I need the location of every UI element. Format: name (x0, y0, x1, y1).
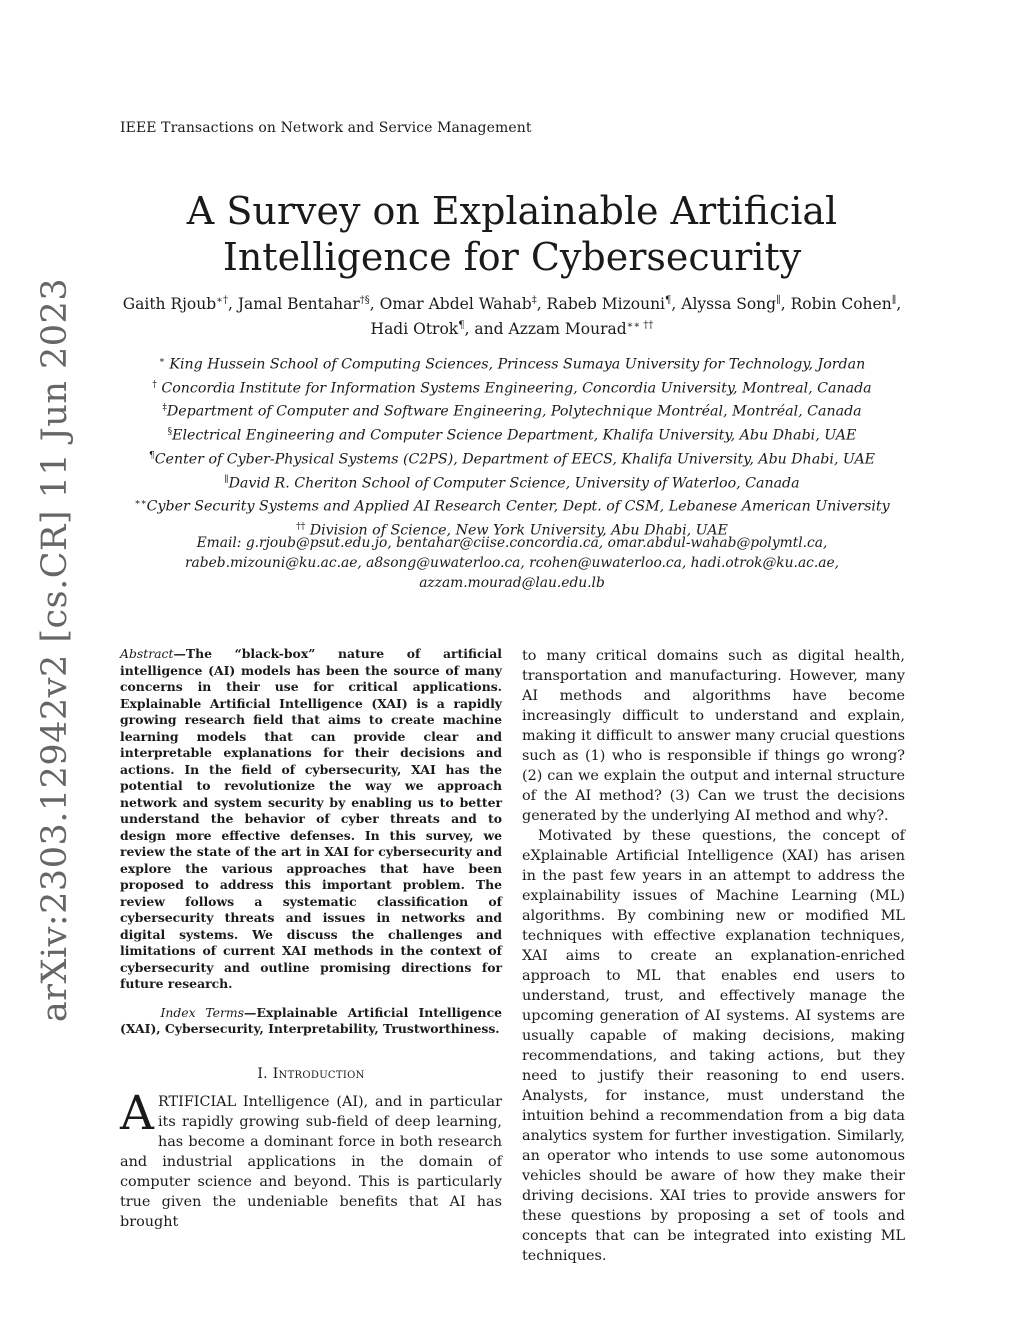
affiliation-mark: ∗ (158, 356, 165, 366)
abstract-text: —The “black-box” nature of artificial intelligence (AI) models has been the source of many concerns in their use for critical applications. Explainable Artificial Intelligence (XAI) is a rapidly growing research field that aims to create machine learning models that can provide clear and interpretable explanations for their decisions and actions. In the field of cybersecurity, XAI has the potential to revolutionize the way we approach network and system security by enabling us to better understand the behavior of cyber threats and to design more effective defenses. In this survey, we review the state of the art in XAI for cybersecurity and explore the various approaches that have been proposed to address this important problem. The review follows a systematic classification of cybersecurity threats and issues in networks and digital systems. We discuss the challenges and limitations of current XAI methods in the context of cybersecurity and outline promising directions for future research. (120, 646, 502, 991)
author-mark: ∗† (216, 295, 228, 306)
email-line[interactable]: Email: g.rjoub@psut.edu.jo, bentahar@ciise.concordia.ca, omar.abdul-wahab@polymtl.ca, (196, 535, 828, 551)
email-line[interactable]: rabeb.mizouni@ku.ac.ae, a8song@uwaterloo.ca, rcohen@uwaterloo.ca, hadi.otrok@ku.ac.ae, (184, 555, 840, 571)
affiliation (110, 446, 914, 470)
intro-text: RTIFICIAL Intelligence (AI), and in particular its rapidly growing sub-field of deep learning, has become a dominant force in both research and industrial applications in the domain of computer science and beyond. This is particularly true given the undeniable benefits that AI has brought (120, 1093, 502, 1230)
affiliation-mark: ∗∗ (134, 498, 147, 509)
affiliation-text: David R. Cheriton School of Computer Science, University of Waterloo, Canada (228, 475, 800, 492)
affiliation (110, 422, 914, 446)
index-terms-text: —Explainable Artificial Intelligence (XAI), Cybersecurity, Interpretability, Trustworthiness. (120, 1004, 502, 1036)
section-number: I. (257, 1065, 268, 1082)
affiliation-mark: § (167, 427, 173, 438)
author-name: Hadi Otrok (370, 320, 459, 339)
affiliation (110, 493, 914, 517)
section-heading (120, 1066, 502, 1082)
email-block (110, 533, 914, 593)
email-line[interactable]: azzam.mourad@lau.edu.lb (419, 575, 605, 591)
affiliation-list (110, 351, 914, 541)
affiliation-text: Center of Cyber-Physical Systems (C2PS), Department of EECS, Khalifa University, Abu Dhabi, UAE (154, 451, 876, 468)
author-name: Gaith Rjoub (122, 295, 217, 314)
affiliation-text: Division of Science, New York University, Abu Dhabi, UAE (305, 522, 728, 539)
author-mark: ¶ (458, 320, 465, 332)
affiliation (110, 375, 914, 399)
author-name: Rabeb Mizouni (546, 295, 666, 314)
author-name: Alyssa Song (681, 295, 777, 314)
left-column (120, 646, 502, 1232)
author-name: Jamal Bentahar (237, 295, 360, 314)
right-column (522, 646, 905, 1266)
affiliation-mark: ∥ (224, 474, 229, 485)
affiliation (110, 351, 914, 375)
author-mark: †§ (359, 295, 370, 306)
author-mark: ∥ (776, 295, 781, 306)
affiliation-mark: †† (296, 522, 306, 533)
affiliation-text: Department of Computer and Software Engineering, Polytechnique Montréal, Montréal, Canada (166, 404, 862, 421)
paper-title: A Survey on Explainable Artificial Intelligence for Cybersecurity (186, 189, 838, 279)
index-terms-label: Index Terms (160, 1004, 245, 1020)
running-head: IEEE Transactions on Network and Service Management (120, 120, 532, 136)
author-name: Robin Cohen (790, 295, 892, 314)
author-mark: ∗∗ †† (626, 320, 654, 332)
affiliation-text: Electrical Engineering and Computer Science Department, Khalifa University, Abu Dhabi, UAE (172, 427, 857, 444)
affiliation-text: Concordia Institute for Information Systems Engineering, Concordia University, Montreal, Canada (156, 380, 872, 397)
drop-cap: A (120, 1085, 154, 1141)
arxiv-stamp[interactable]: arXiv:2303.12942v2 [cs.CR] 11 Jun 2023 (35, 277, 75, 1023)
section-title: Introduction (272, 1065, 365, 1082)
body-paragraph: to many critical domains such as digital health, transportation and manufacturing. However, many AI methods and algorithms have become increasingly difficult to understand and explain, making it difficult to answer many crucial questions such as (1) who is responsible if things go wrong? (2) can we explain the output and internal structure of the AI method? (3) Can we trust the decisions generated by the underlying AI method and why?. (522, 648, 905, 824)
abstract (120, 646, 502, 993)
intro-paragraph (120, 1085, 502, 1232)
affiliation (110, 398, 914, 422)
affiliation-mark: ‡ (162, 403, 167, 414)
affiliation-mark: † (152, 379, 157, 390)
author-mark: ∥ (891, 295, 897, 306)
author-name: Azzam Mourad (508, 320, 627, 339)
body-paragraph: Motivated by these questions, the concept of eXplainable Artificial Intelligence (XAI) has arisen in the past few years in an attempt to address the explainability issues of Machine Learning (ML) algorithms. By combining new or modified ML techniques with effective explanation techniques, XAI aims to create an explanation-enriched approach to ML that enables end users to understand, trust, and effectively manage the upcoming generation of AI systems. AI systems are usually capable of making decisions, making recommendations, and taking actions, but they need to justify their reasoning to end users. Analysts, for instance, must understand the intuition behind a recommendation from a big data analytics system for further investigation. Similarly, an operator who intends to use some autonomous vehicles should be aware of how they make their driving decisions. XAI tries to provide answers for these questions by proposing a set of tools and concepts that can be integrated into existing ML techniques. (522, 828, 905, 1264)
index-terms (120, 1005, 502, 1038)
author-name: Omar Abdel Wahab (379, 295, 532, 314)
abstract-label: Abstract (120, 646, 174, 661)
author-list: Gaith Rjoub∗†, Jamal Bentahar†§, Omar Abdel Wahab‡, Rabeb Mizouni¶, Alyssa Song∥, Robin Cohen∥, Hadi Otrok¶, and Azzam Mourad∗∗ †† (122, 295, 902, 339)
affiliation-text: Cyber Security Systems and Applied AI Research Center, Dept. of CSM, Lebanese American University (146, 499, 890, 516)
author-mark: ‡ (531, 295, 537, 306)
affiliation (110, 470, 914, 494)
affiliation-text: King Hussein School of Computing Sciences, Princess Sumaya University for Technology, Jordan (164, 356, 866, 373)
author-mark: ¶ (665, 295, 672, 306)
affiliation-mark: ¶ (148, 450, 155, 461)
